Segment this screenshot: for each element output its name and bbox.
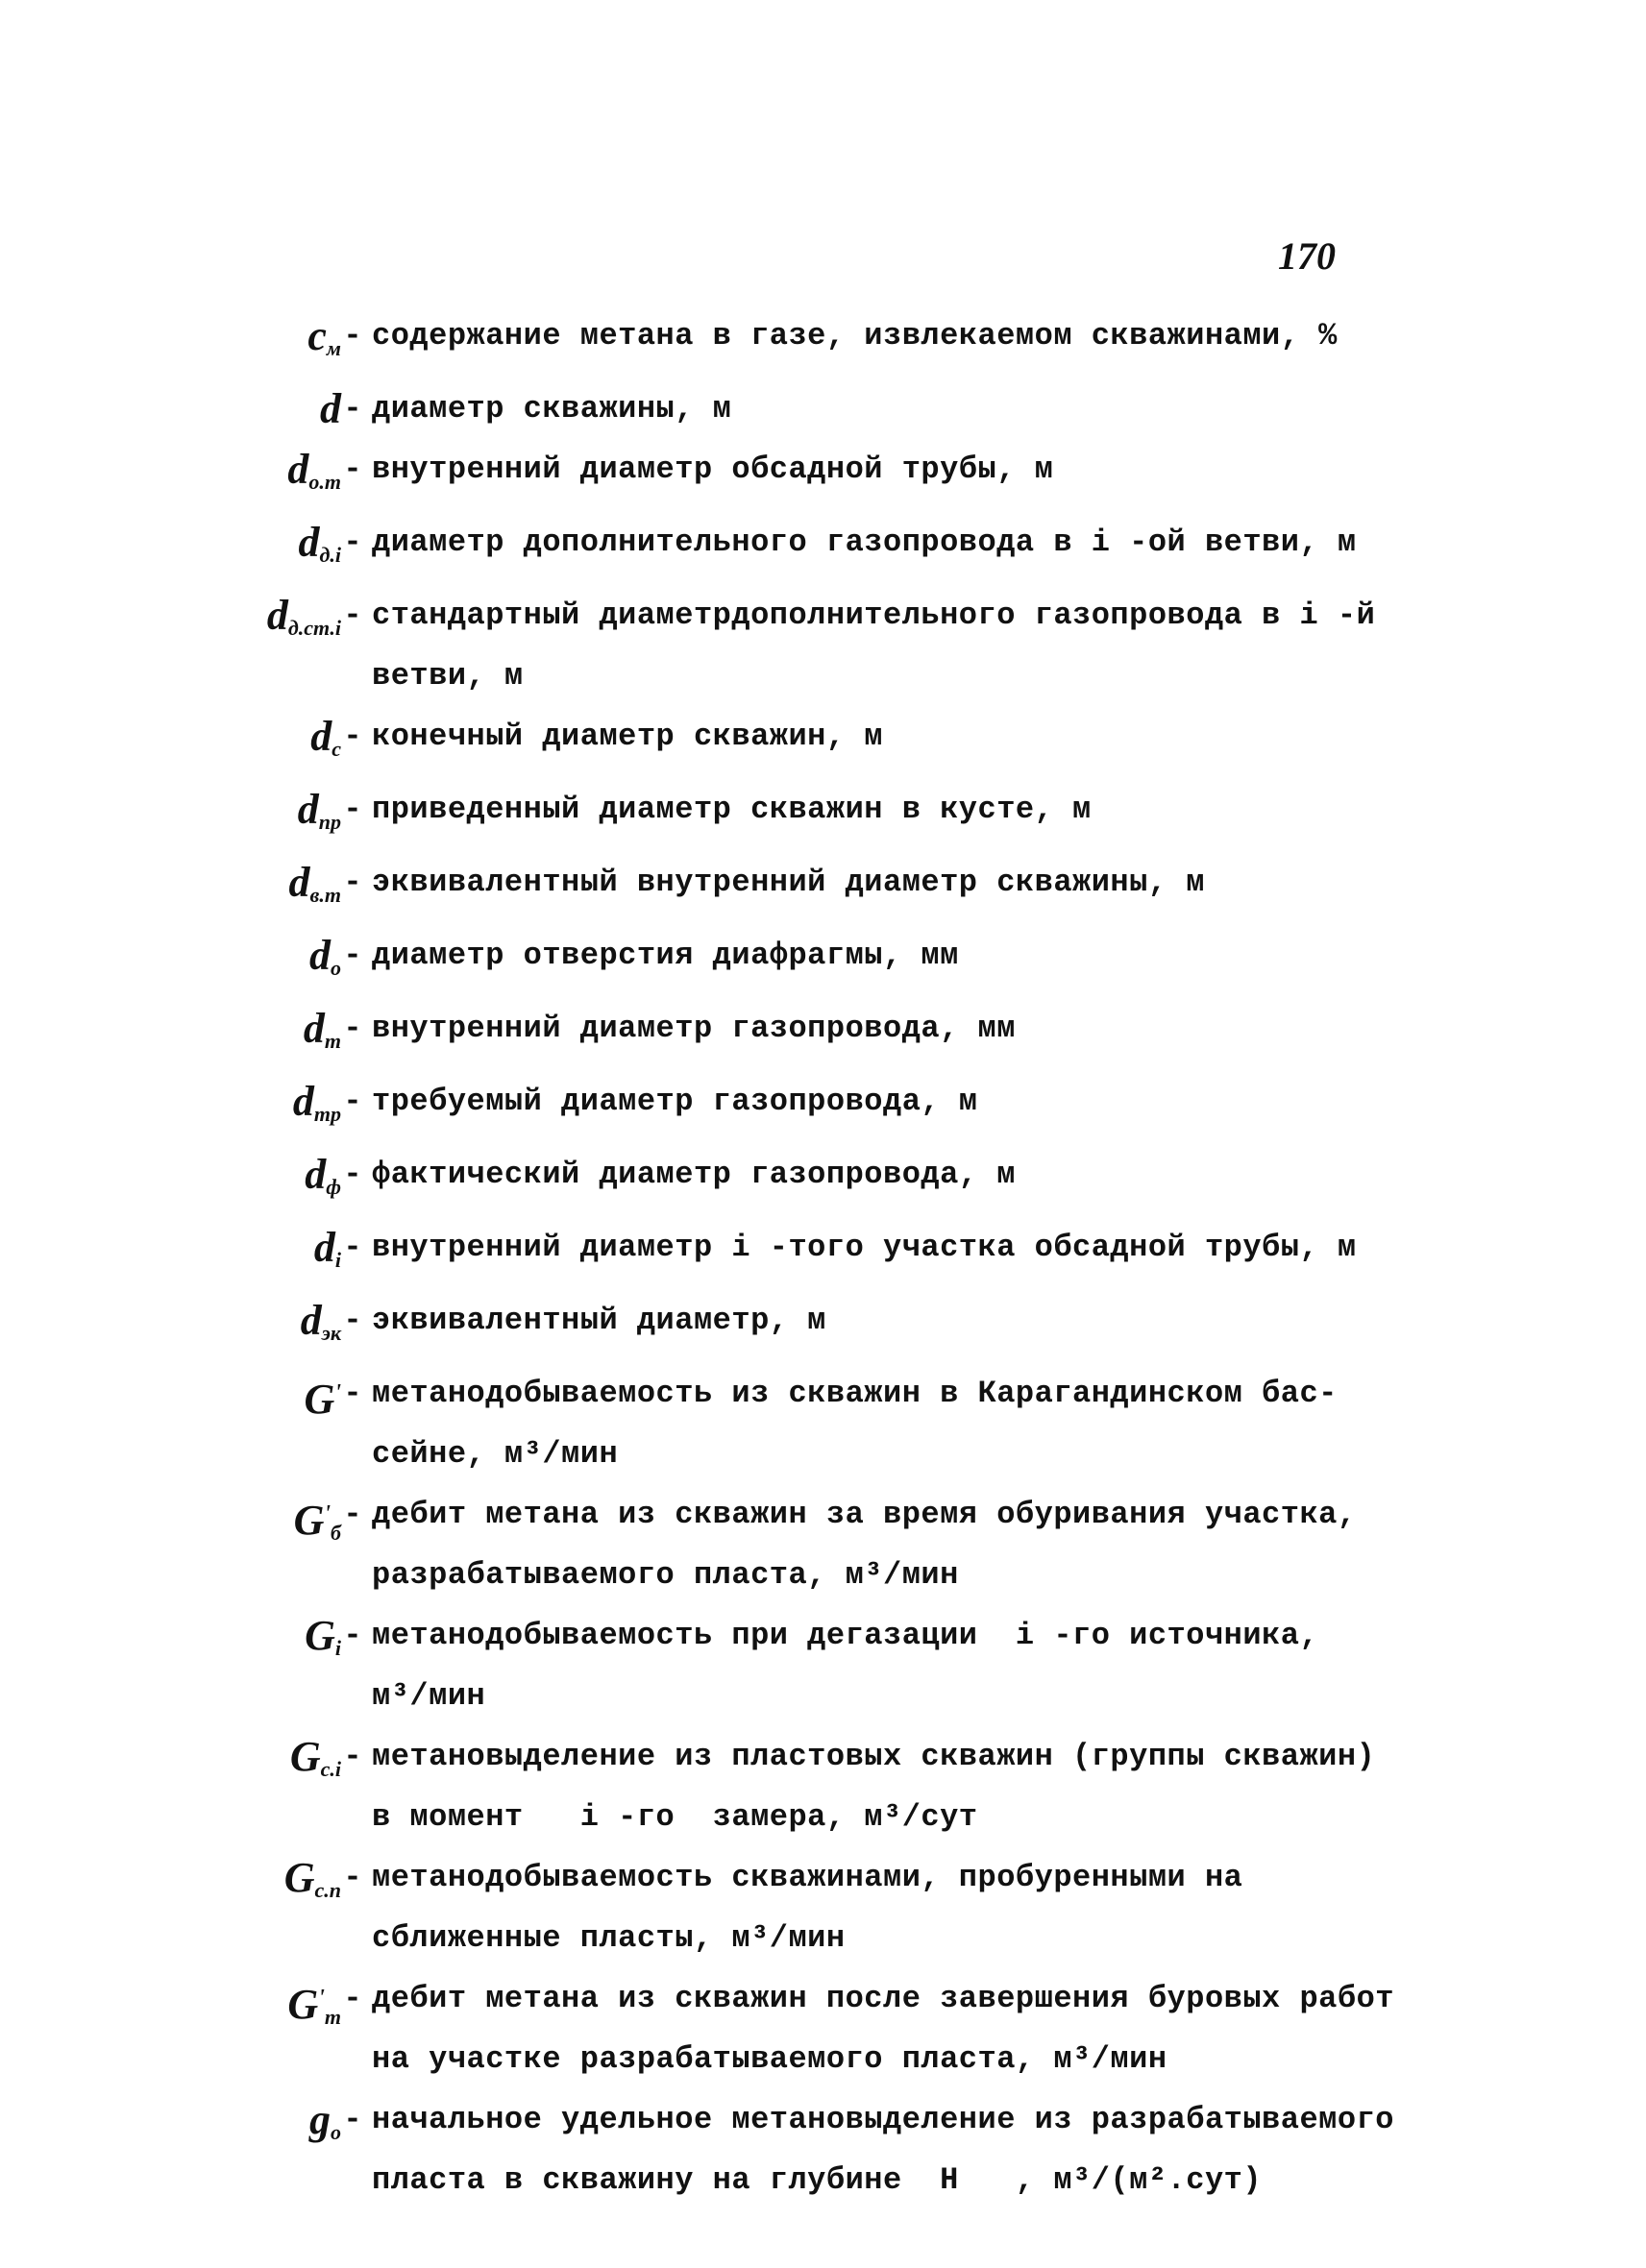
symbol-base: d <box>287 446 309 493</box>
notation-entry <box>245 585 1398 706</box>
symbol-subscript: i <box>334 1248 341 1272</box>
dash-separator: - <box>343 719 362 754</box>
notation-entry <box>245 305 1398 378</box>
definition <box>364 378 1398 439</box>
symbol <box>245 1217 341 1290</box>
symbol-base: G <box>289 1733 321 1780</box>
symbol <box>245 779 341 852</box>
definition <box>364 1968 1398 2089</box>
symbol-base: d <box>300 1297 322 1344</box>
symbol-base: c <box>307 312 327 359</box>
definition-line: диаметр дополнительного газопровода в i -ой ветви, м <box>372 524 1357 560</box>
symbol <box>245 585 341 658</box>
definition <box>364 1217 1398 1278</box>
notation-entry <box>245 1968 1398 2089</box>
symbol-subscript: м <box>326 336 341 360</box>
symbol-subscript: о <box>331 956 341 980</box>
dash-separator: - <box>343 1618 362 1653</box>
dash-separator: - <box>343 938 362 973</box>
dash-separator: - <box>343 2102 362 2137</box>
symbol-subscript: о.т <box>308 470 341 494</box>
notation-entry <box>245 1217 1398 1290</box>
notation-entry <box>245 1290 1398 1363</box>
symbol-subscript: ф <box>326 1175 341 1199</box>
definition-line: содержание метана в газе, извлекаемом скважинами, % <box>372 318 1338 354</box>
dash-separator: - <box>343 865 362 900</box>
definition-line: сближенные пласты, м³/мин <box>372 1920 846 1956</box>
symbol <box>245 1363 341 1429</box>
notation-entry <box>245 1144 1398 1217</box>
symbol-base: G <box>305 1612 335 1659</box>
definition <box>364 1847 1398 1968</box>
definition <box>364 1605 1398 1726</box>
symbol-base: d <box>320 385 341 432</box>
definition-line: метановыделение из пластовых скважин (группы скважин) <box>372 1739 1376 1774</box>
notation-entry <box>245 1726 1398 1847</box>
symbol-subscript: тр <box>313 1102 341 1126</box>
symbol <box>245 512 341 585</box>
symbol-base: d <box>305 1151 327 1198</box>
dash-separator: - <box>343 1497 362 1532</box>
definition <box>364 1484 1398 1605</box>
notation-entry <box>245 1484 1398 1605</box>
definition <box>364 1363 1398 1484</box>
notation-entry <box>245 2089 1398 2210</box>
notation-entry <box>245 1071 1398 1144</box>
symbol <box>245 378 341 439</box>
symbol-subscript: пр <box>318 810 341 834</box>
definition <box>364 585 1398 706</box>
definition <box>364 998 1398 1059</box>
dash-separator: - <box>343 318 362 354</box>
symbol-subscript: о <box>331 2120 341 2144</box>
symbol-subscript: в.т <box>309 883 341 907</box>
definition-line: эквивалентный внутренний диаметр скважины, м <box>372 865 1205 900</box>
dash-separator: - <box>343 391 362 427</box>
dash-separator: - <box>343 1157 362 1192</box>
symbol-subscript: i <box>334 1636 341 1660</box>
notation-entry <box>245 925 1398 998</box>
dash-separator: - <box>343 1981 362 2016</box>
symbol-base: G <box>283 1854 315 1901</box>
definition-line: дебит метана из скважин за время обуривания участка, <box>372 1497 1357 1532</box>
definition-line: ветви, м <box>372 658 524 694</box>
symbol-subscript: д.i <box>319 543 341 567</box>
symbol-subscript: с <box>332 737 341 761</box>
definition-line: диаметр отверстия диафрагмы, мм <box>372 938 959 973</box>
symbol-base: d <box>266 592 288 639</box>
definition <box>364 439 1398 500</box>
symbol <box>245 1144 341 1217</box>
dash-separator: - <box>343 597 362 633</box>
definition-line: стандартный диаметрдополнительного газопровода в i -й <box>372 597 1376 633</box>
page-number: 170 <box>1278 234 1336 278</box>
dash-separator: - <box>343 1230 362 1265</box>
symbol-superscript: ' <box>334 1380 341 1405</box>
symbol-base: d <box>310 713 332 760</box>
definition <box>364 305 1398 366</box>
symbol-subscript: с.п <box>314 1878 341 1902</box>
definition-line: диаметр скважины, м <box>372 391 732 427</box>
notation-list <box>245 305 1398 2210</box>
definition <box>364 1071 1398 1132</box>
notation-entry <box>245 852 1398 925</box>
definition-line: внутренний диаметр i -того участка обсадной трубы, м <box>372 1230 1357 1265</box>
symbol-superscript: ' <box>324 1501 332 1526</box>
symbol <box>245 2089 341 2162</box>
symbol-base: d <box>288 859 310 906</box>
notation-entry <box>245 512 1398 585</box>
dash-separator: - <box>343 524 362 560</box>
symbol <box>245 305 341 378</box>
notation-entry <box>245 1363 1398 1484</box>
symbol <box>245 1726 341 1799</box>
symbol-base: G <box>304 1376 335 1423</box>
definition <box>364 1290 1398 1351</box>
symbol-base: d <box>303 1005 325 1052</box>
definition <box>364 852 1398 913</box>
dash-separator: - <box>343 451 362 487</box>
definition <box>364 2089 1398 2210</box>
definition-line: разрабатываемого пласта, м³/мин <box>372 1557 959 1593</box>
definition-line: конечный диаметр скважин, м <box>372 719 883 754</box>
symbol-base: d <box>297 786 319 833</box>
symbol <box>245 852 341 925</box>
definition-line: дебит метана из скважин после завершения буровых работ <box>372 1981 1394 2016</box>
symbol <box>245 1071 341 1144</box>
notation-entry <box>245 706 1398 779</box>
symbol-subscript: т <box>324 2005 341 2029</box>
symbol-base: d <box>298 519 320 566</box>
symbol <box>245 998 341 1071</box>
dash-separator: - <box>343 792 362 827</box>
symbol-base: G <box>293 1497 325 1544</box>
definition-line: на участке разрабатываемого пласта, м³/мин <box>372 2041 1167 2077</box>
definition-line: метанодобываемость скважинами, пробуренными на <box>372 1860 1243 1895</box>
symbol <box>245 1605 341 1678</box>
symbol <box>245 1847 341 1920</box>
definition <box>364 706 1398 767</box>
notation-entry <box>245 1605 1398 1726</box>
symbol-subscript: б <box>331 1521 341 1545</box>
definition-line: м³/мин <box>372 1678 486 1714</box>
definition-line: фактический диаметр газопровода, м <box>372 1157 1016 1192</box>
symbol-base: g <box>309 2096 331 2143</box>
dash-separator: - <box>343 1739 362 1774</box>
definition-line: пласта в скважину на глубине H , м³/(м².сут) <box>372 2162 1263 2198</box>
notation-entry <box>245 1847 1398 1968</box>
symbol-base: d <box>313 1224 335 1271</box>
definition-line: сейне, м³/мин <box>372 1436 619 1472</box>
definition <box>364 779 1398 840</box>
symbol-subscript: эк <box>321 1321 341 1345</box>
definition <box>364 1726 1398 1847</box>
symbol <box>245 1968 341 2047</box>
definition <box>364 1144 1398 1205</box>
dash-separator: - <box>343 1376 362 1411</box>
dash-separator: - <box>343 1011 362 1046</box>
definition-line: требуемый диаметр газопровода, м <box>372 1084 978 1119</box>
notation-entry <box>245 779 1398 852</box>
symbol-subscript: c.i <box>320 1757 341 1781</box>
symbol-base: G <box>287 1981 319 2028</box>
definition-line: метанодобываемость из скважин в Карагандинском бас- <box>372 1376 1338 1411</box>
definition <box>364 512 1398 573</box>
definition <box>364 925 1398 986</box>
definition-line: метанодобываемость при дегазации i -го источника, <box>372 1618 1319 1653</box>
definition-line: в момент i -го замера, м³/сут <box>372 1799 978 1835</box>
symbol <box>245 706 341 779</box>
definition-line: начальное удельное метановыделение из разрабатываемого <box>372 2102 1394 2137</box>
symbol-subscript: д.ст.i <box>287 616 341 640</box>
definition-line: эквивалентный диаметр, м <box>372 1303 826 1338</box>
symbol <box>245 1484 341 1563</box>
notation-entry <box>245 998 1398 1071</box>
symbol-subscript: т <box>324 1029 341 1053</box>
symbol-superscript: ' <box>318 1986 325 2011</box>
notation-entry <box>245 378 1398 439</box>
dash-separator: - <box>343 1084 362 1119</box>
symbol-base: d <box>309 932 331 979</box>
dash-separator: - <box>343 1303 362 1338</box>
definition-line: внутренний диаметр обсадной трубы, м <box>372 451 1054 487</box>
symbol-base: d <box>292 1078 314 1125</box>
symbol <box>245 925 341 998</box>
dash-separator: - <box>343 1860 362 1895</box>
definition-line: внутренний диаметр газопровода, мм <box>372 1011 1016 1046</box>
symbol <box>245 439 341 512</box>
definition-line: приведенный диаметр скважин в кусте, м <box>372 792 1092 827</box>
notation-entry <box>245 439 1398 512</box>
symbol <box>245 1290 341 1363</box>
